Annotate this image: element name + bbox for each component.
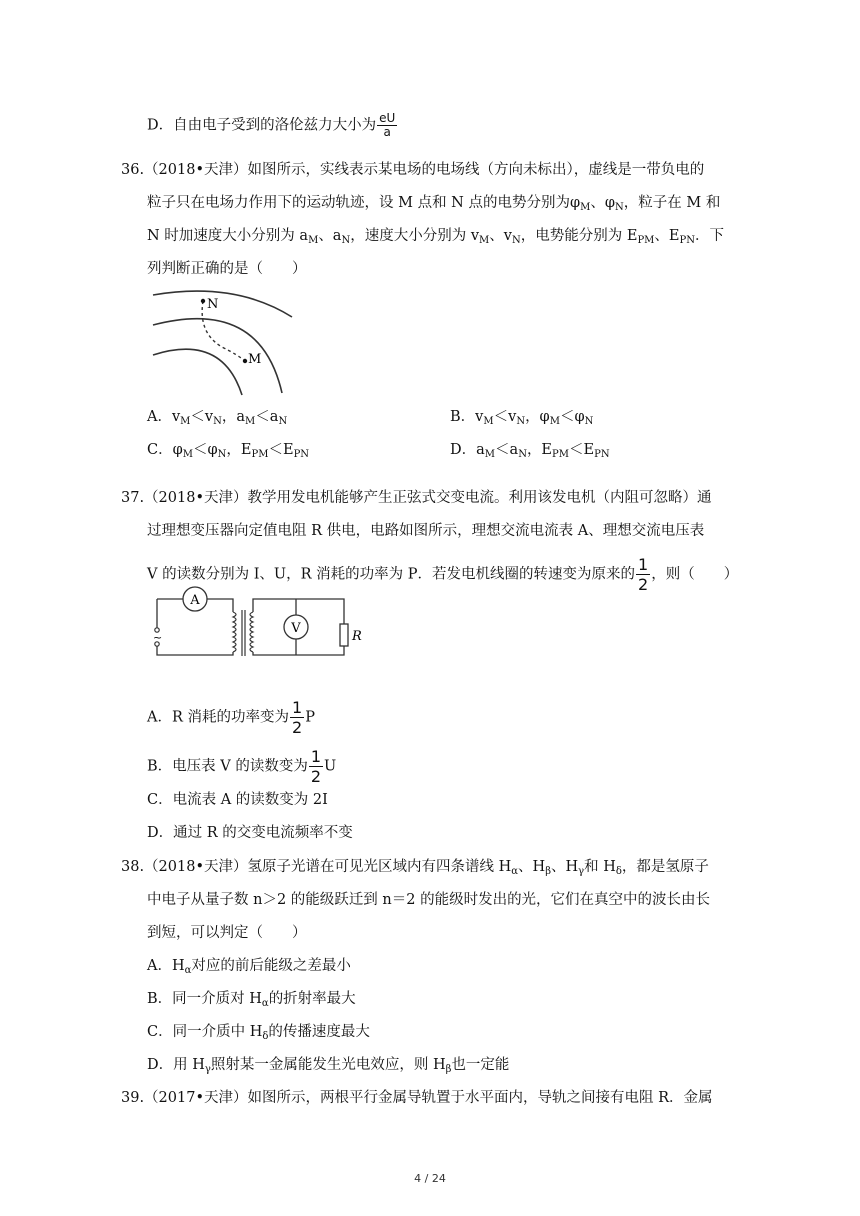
q37-option-a: A．R 消耗的功率变为 $\frac{1}{2}$ P — [147, 698, 315, 737]
fraction: $\frac{1}{2}$ — [310, 747, 322, 786]
page-number: 4 / 24 — [414, 1172, 446, 1185]
q36-stem-line3: N 时加速度大小分别为 $a_M$、$a_N$，速度大小分别为 $v_M$、$v_N$，电势能分别为 $E_{PM}$、$E_{PN}$．下 — [147, 228, 724, 246]
q37-option-c: C．电流表 A 的读数变为 2I — [147, 792, 328, 808]
field-line — [153, 349, 242, 395]
voltmeter-label: V — [291, 621, 301, 636]
fraction: $\frac{1}{2}$ — [292, 698, 303, 737]
q38-stem-line2: 中电子从量子数 n＞2 的能级跃迁到 n＝2 的能级时发出的光，它们在真空中的波长由长 — [147, 892, 711, 908]
field-line — [153, 319, 282, 393]
fraction: $\frac{eU}{a}$ — [379, 111, 396, 139]
q38-option-b: B．同一介质对 $H_\alpha$的折射率最大 — [147, 991, 356, 1009]
resistor — [340, 624, 348, 646]
q37-stem-line2: 过理想变压器向定值电阻 R 供电，电路如图所示，理想交流电流表 A、理想交流电压表 — [147, 523, 705, 539]
point-m — [243, 359, 247, 363]
transformer-circuit-figure — [150, 584, 360, 660]
q35-option-d: D．自由电子受到的洛伦兹力大小为 $\frac{eU}{a}$ — [147, 111, 396, 139]
field-line — [153, 291, 292, 317]
q36-option-c: C．$\varphi_M<\varphi_N$，$E_{PM}<E_{PN}$ — [147, 442, 310, 460]
q36-stem-line1: 36.（2018•天津）如图所示，实线表示某电场的电场线（方向未标出），虚线是一带负电的 — [121, 162, 705, 178]
ac-symbol: ~ — [153, 631, 163, 644]
q37-option-d: D．通过 R 的交变电流频率不变 — [147, 825, 353, 841]
q37-option-b: B．电压表 V 的读数变为 $\frac{1}{2}$ U — [147, 747, 337, 786]
resistor-label: R — [352, 629, 362, 644]
primary-coil — [233, 612, 236, 652]
q38-option-d: D．用 $H_\gamma$照射某一金属能发生光电效应，则 $H_\beta$也一定能 — [147, 1057, 510, 1075]
q39-stem-line1: 39.（2017•天津）如图所示，两根平行金属导轨置于水平面内，导轨之间接有电阻 R．金属 — [121, 1090, 713, 1106]
q38-option-a: A．$H_\alpha$对应的前后能级之差最小 — [147, 958, 351, 976]
point-n — [201, 299, 205, 303]
q38-option-c: C．同一介质中 $H_\delta$的传播速度最大 — [147, 1024, 370, 1042]
fraction: $\frac{1}{2}$ — [638, 555, 649, 594]
q36-stem-line4: 列判断正确的是（ ） — [147, 261, 307, 277]
q38-stem-line3: 到短，可以判定（ ） — [147, 925, 307, 941]
label-m: M — [248, 352, 262, 367]
label-n: N — [207, 297, 219, 312]
q37-stem-line1: 37.（2018•天津）教学用发电机能够产生正弦式交变电流。利用该发电机（内阻可忽略）通 — [121, 490, 712, 506]
ammeter-label: A — [190, 593, 200, 608]
q36-option-a: A．$v_M<v_N$，$a_M<a_N$ — [147, 409, 288, 427]
electric-field-figure — [150, 285, 300, 397]
secondary-coil — [250, 612, 253, 652]
q38-stem-line1: 38.（2018•天津）氢原子光谱在可见光区域内有四条谱线 $H_\alpha$、$H_\beta$、$H_\gamma$和 $H_\delta$，都是氢原子 — [121, 859, 709, 877]
q36-option-b: B．$v_M<v_N$，$\varphi_M<\varphi_N$ — [450, 409, 594, 427]
q36-stem-line2: 粒子只在电场力作用下的运动轨迹，设 M 点和 N 点的电势分别为$\varphi_M$、$\varphi_N$，粒子在 M 和 — [147, 195, 721, 213]
q37-stem-line3: V 的读数分别为 I、U，R 消耗的功率为 P．若发电机线圈的转速变为原来的 $\frac{1}{2}$ ，则（ ） — [147, 555, 739, 594]
q36-option-d: D．$a_M<a_N$，$E_{PM}<E_{PN}$ — [450, 442, 610, 460]
